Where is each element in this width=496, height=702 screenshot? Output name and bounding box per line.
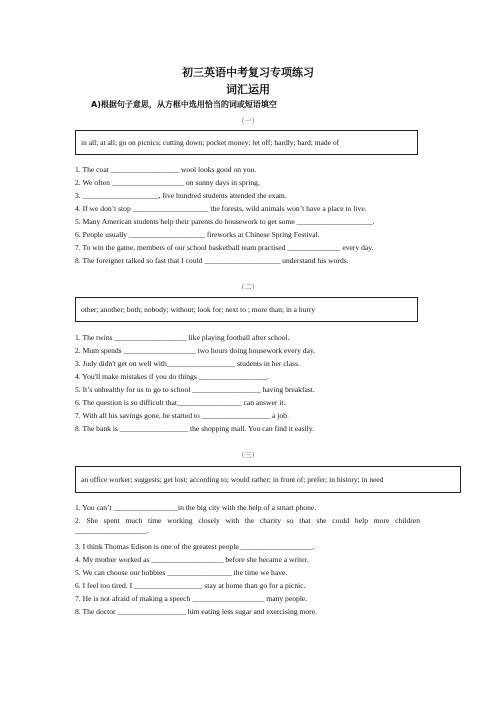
question-3-7: 7. He is not afraid of making a speech ___________________ many people. — [75, 594, 308, 603]
question-1-5: 5. Many American students help their parents do housework to get some ____________________. — [75, 217, 375, 226]
question-3-1: 1. You can’t _________________in the big city with the help of a smart phone. — [75, 503, 317, 512]
word-box-3: an office worker; suggests; get lost; according to; would rather; in front of; prefer; in history; in need — [75, 466, 461, 493]
question-2-5: 5. It’s unhealthy for us to go to school __________________ having breakfast. — [75, 385, 315, 394]
question-1-8: 8. The foreigner talked so fast that I could ____________________ understand his words. — [75, 256, 349, 265]
question-2-2: 2. Mum spends ___________________ two hours doing housework every day. — [75, 346, 316, 355]
question-3-3: 3. I think Thomas Edison is one of the greatest people ___________________. — [75, 542, 315, 551]
question-2-8: 8. The bank is __________________ the shopping mall. You can find it easily. — [75, 424, 314, 433]
question-1-4: 4. If we don’t stop ____________________ the forests, wild animals won’t have a place to live. — [75, 204, 367, 213]
question-2-6: 6. The question is so difficult that_________________ can answer it. — [75, 398, 286, 407]
question-1-7: 7. To win the game, members of our school basketball team practised ______________ every day. — [75, 243, 374, 252]
question-3-2: 2. She spent much time working closely with the charity so that she could help more children ___________________. — [75, 516, 420, 535]
question-1-3: 3. ____________________, five hundred students attended the exam. — [75, 191, 287, 200]
question-3-5: 5. We can choose our hobbies _________________ the time we have. — [75, 568, 288, 577]
question-2-3: 3. Judy didn't get on well with__________________ students in her class. — [75, 359, 300, 368]
question-2-7: 7. With all his savings gone, he started to __________________ a job. — [75, 411, 289, 420]
instruction: A)根据句子意思，从方框中选用恰当的词或短语填空 — [91, 100, 277, 109]
question-3-8: 8. The doctor __________________ him eating less sugar and exercising more. — [75, 607, 317, 616]
question-3-6: 6. I feel too tired. I __________________ stay at home than go for a picnic. — [75, 581, 306, 590]
question-1-6: 6. People usually ____________________ fireworks at Chinese Spring Festival. — [75, 230, 320, 239]
question-1-1: 1. The coat __________________ wool looks good on you. — [75, 165, 257, 174]
section-marker-1: （一） — [237, 117, 259, 125]
word-box-2: other; another; both; nobody; without; look for; next to ; more than; in a hurry — [75, 297, 418, 322]
question-3-4: 4. My mother worked as ___________________ before she became a writer. — [75, 555, 309, 564]
question-2-4: 4. You'll make mistakes if you do things __________________. — [75, 372, 269, 381]
page-title: 初三英语中考复习专项练习 — [182, 66, 314, 79]
page-subtitle: 词汇运用 — [226, 83, 270, 96]
section-marker-2: （二） — [237, 283, 259, 291]
word-box-1: in all; at all; go on picnics; cutting down; pocket money; let off; hardly; hard; made of — [75, 130, 418, 155]
question-2-1: 1. The twins ___________________ like playing football after school. — [75, 333, 290, 342]
section-marker-3: （三） — [237, 451, 259, 459]
question-1-2: 2. We often ___________________ on sunny days in spring. — [75, 178, 260, 187]
